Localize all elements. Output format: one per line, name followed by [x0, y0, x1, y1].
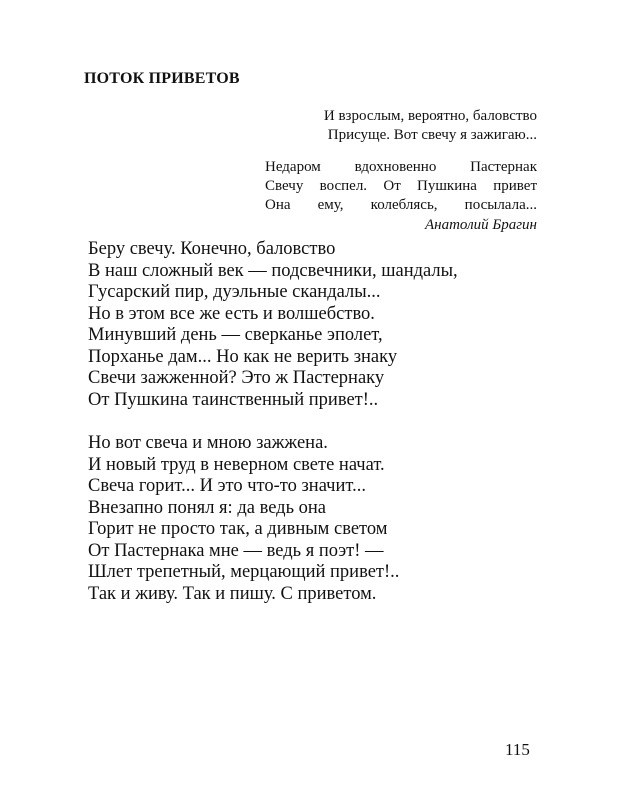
page-number: 115	[505, 740, 530, 759]
poem-line: Шлет трепетный, мерцающий привет!..	[88, 562, 400, 582]
epigraph-line: Присуще. Вот свечу я зажигаю...	[327, 127, 537, 143]
epigraph-line: Недаром вдохновенно Пастернак	[265, 159, 537, 175]
poem-line: Так и живу. Так и пишу. С приветом.	[88, 583, 377, 604]
epigraph-line: Свечу воспел. От Пушкина привет	[265, 178, 537, 194]
poem-line: Свеча горит... И это что-то значит...	[88, 476, 366, 496]
epigraph-stanza-1	[265, 107, 537, 145]
poem-line: От Пастернака мне — ведь я поэт! —	[88, 540, 384, 561]
poem-line: И новый труд в неверном свете начат.	[88, 454, 385, 475]
poem-stanza-2	[88, 433, 548, 605]
poem-line: Порханье дам... Но как не верить знаку	[88, 346, 398, 367]
epigraph-author: Анатолий Брагин	[425, 217, 537, 233]
poem-line: Но в этом все же есть и волшебство.	[88, 303, 375, 324]
epigraph-stanza-2	[265, 158, 537, 215]
epigraph-line: И взрослым, вероятно, баловство	[323, 108, 537, 124]
poem-line: Беру свечу. Конечно, баловство	[88, 239, 336, 259]
poem-line: Но вот свеча и мною зажжена.	[88, 433, 328, 453]
poem-title: ПОТОК ПРИВЕТОВ	[84, 70, 240, 87]
poem-line: Свечи зажженной? Это ж Пастернаку	[88, 368, 385, 388]
poem-line: Гусарский пир, дуэльные скандалы...	[88, 282, 381, 302]
poem-line: В наш сложный век — подсвечники, шандалы,	[88, 260, 458, 281]
poem-body	[88, 239, 548, 627]
poem-line: От Пушкина таинственный привет!..	[88, 389, 379, 410]
poem-line: Внезапно понял я: да ведь она	[88, 497, 326, 518]
epigraph-line: Она ему, колеблясь, посылала...	[265, 197, 537, 213]
poem-stanza-1	[88, 239, 548, 411]
poem-line: Горит не просто так, а дивным светом	[88, 519, 388, 539]
poem-line: Минувший день — сверканье эполет,	[88, 325, 383, 345]
epigraph	[265, 107, 537, 234]
